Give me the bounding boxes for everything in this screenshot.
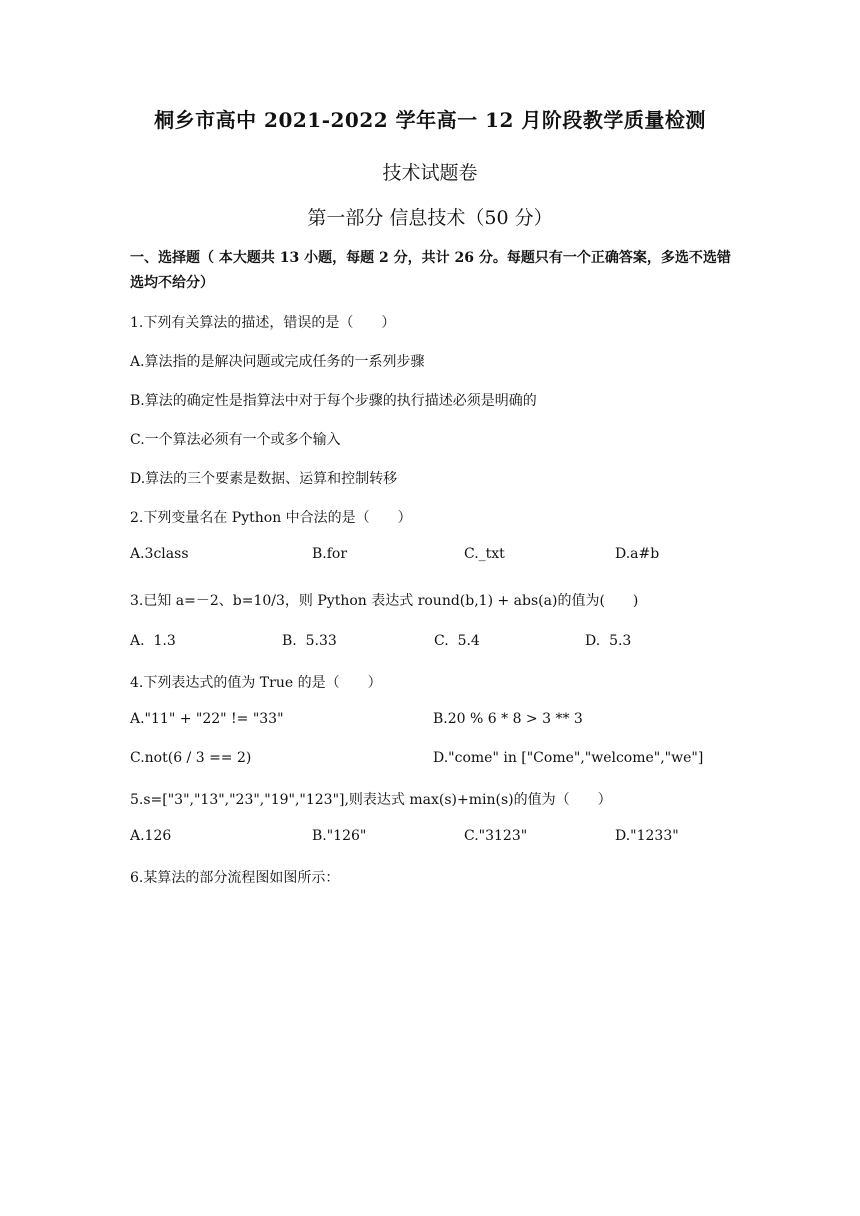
question-3-option-b: B. 5.33 xyxy=(282,633,337,649)
question-2-option-b: B.for xyxy=(312,546,348,562)
question-4-option-a: A."11" + "22" != "33" xyxy=(130,711,284,727)
part-heading: 第一部分 信息技术（50 分） xyxy=(307,207,553,229)
question-2-option-c: C._txt xyxy=(464,546,505,562)
question-2-option-a: A.3class xyxy=(130,546,189,562)
question-5-option-c: C."3123" xyxy=(464,828,528,844)
question-3-stem: 3.已知 a=－2、b=10/3，则 Python 表达式 round(b,1) + abs(a)的值为( ) xyxy=(130,593,639,609)
question-2-option-d: D.a#b xyxy=(615,546,660,562)
question-5-option-b: B."126" xyxy=(312,828,367,844)
exam-subtitle: 技术试题卷 xyxy=(382,162,478,184)
question-4-option-c: C.not(6 / 3 == 2) xyxy=(130,750,252,766)
question-4-option-d: D."come" in ["Come","welcome","we"] xyxy=(433,750,704,766)
question-3-option-d: D. 5.3 xyxy=(585,633,632,649)
question-1-option-b: B.算法的确定性是指算法中对于每个步骤的执行描述必须是明确的 xyxy=(130,393,537,409)
section-heading: 一、选择题（ 本大题共 13 小题，每题 2 分，共计 26 分。每题只有一个正确答案，多选不选错选均不给分） xyxy=(130,250,731,291)
question-4-option-b: B.20 % 6 * 8 > 3 ** 3 xyxy=(433,711,583,727)
question-5-stem: 5.s=["3","13","23","19","123"],则表达式 max(s)+min(s)的值为（ ） xyxy=(130,792,612,808)
question-4-stem: 4.下列表达式的值为 True 的是（ ） xyxy=(130,675,382,691)
question-2-stem: 2.下列变量名在 Python 中合法的是（ ） xyxy=(130,510,412,526)
question-5-option-d: D."1233" xyxy=(615,828,679,844)
question-6-stem: 6.某算法的部分流程图如图所示： xyxy=(130,870,340,886)
question-1-option-d: D.算法的三个要素是数据、运算和控制转移 xyxy=(130,471,398,487)
question-3-option-c: C. 5.4 xyxy=(434,633,480,649)
question-1-stem: 1.下列有关算法的描述，错误的是（ ） xyxy=(130,315,396,331)
question-5-option-a: A.126 xyxy=(130,828,172,844)
question-1-option-a: A.算法指的是解决问题或完成任务的一系列步骤 xyxy=(130,354,425,370)
question-3-option-a: A. 1.3 xyxy=(130,633,176,649)
exam-title: 桐乡市高中 2021-2022 学年高一 12 月阶段教学质量检测 xyxy=(154,108,706,132)
question-1-option-c: C.一个算法必须有一个或多个输入 xyxy=(130,432,341,448)
